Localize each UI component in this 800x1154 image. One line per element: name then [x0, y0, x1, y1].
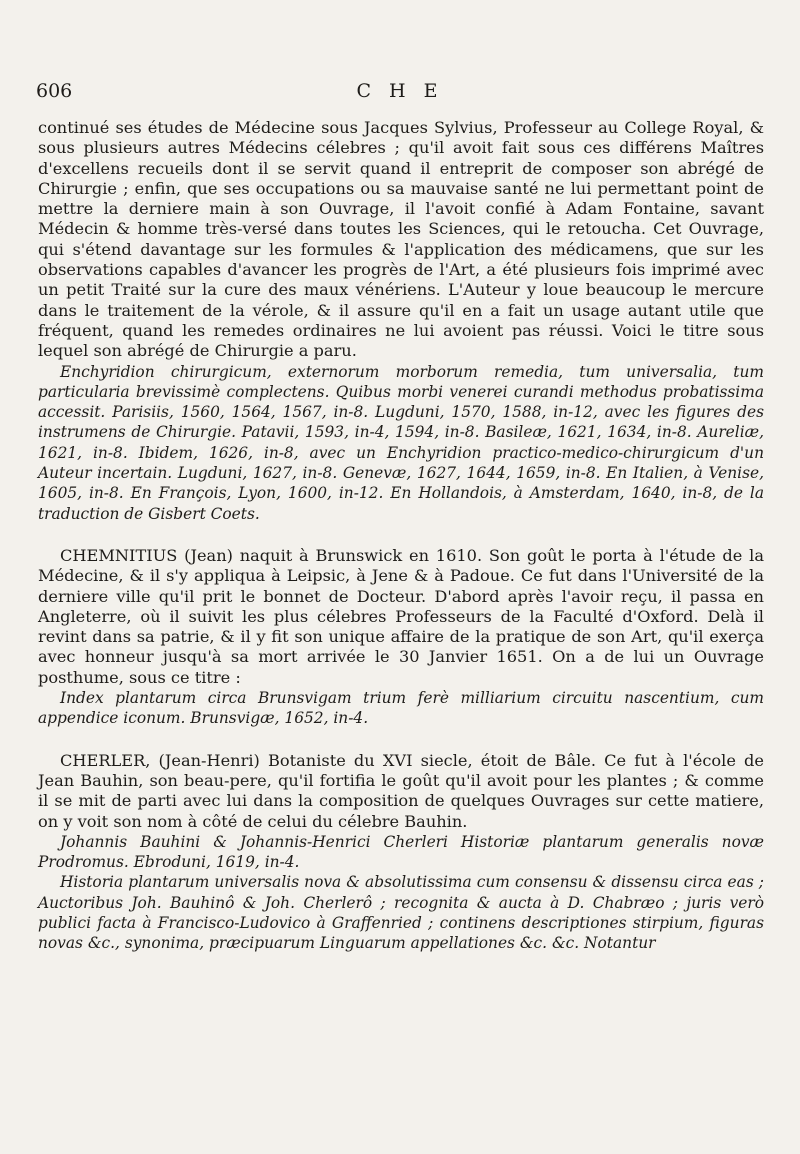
cherler-bibliography-prodromus: Johannis Bauhini & Johannis-Henrici Cherleri Historiæ plantarum generalis novæ Prodromus. Ebroduni, 1619, in-4.: [38, 832, 764, 872]
cherler-bibliography-historia: Historia plantarum universalis nova & absolutissima cum consensu & dissensu circa eas ; Auctoribus Joh. Bauhinô & Joh. Cherlerô ; recognita & aucta à D. Chabræo ; juris verò publici facta à Francisco-Ludovico à Graffenried ; continens descriptiones stirpium, figuras novas &c., synonima, præcipuarum Linguarum appellationes &c. &c. Notantur: [38, 873, 764, 953]
chemnitius-entry-text: CHEMNITIUS (Jean) naquit à Brunswick en 1610. Son goût le porta à l'étude de la Médecine, & il s'y appliqua à Leipsic, à Jene & à Padoue. Ce fut dans l'Université de la derniere ville qu'il prit le bonnet de Docteur. D'abord après l'avoir reçu, il passa en Angleterre, où il suivit les plus célebres Professeurs de la Faculté d'Oxford. Delà il revint dans sa patrie, & il y fit son unique affaire de la pratique de son Art, qu'il exerça avec honneur jusqu'à sa mort arrivée le 30 Janvier 1651. On a de lui un Ouvrage posthume, sous ce titre :: [38, 545, 764, 687]
running-head: C H E: [356, 80, 444, 102]
sylvius-entry-text: continué ses études de Médecine sous Jacques Sylvius, Professeur au College Royal, & sous plusieurs autres Médecins célebres ; qu'il avoit fait sous ces différens Maîtres d'excellens recueils dont il se servit quand il entreprit de composer son abrégé de Chirurgie ; enfin, que ses occupations ou sa mauvaise santé ne lui permettant point de mettre la derniere main à son Ouvrage, il l'avoit confié à Adam Fontaine, savant Médecin & homme très-versé dans toutes les Sciences, qui le retoucha. Cet Ouvrage, qui s'étend davantage sur les formules & l'application des médicamens, que sur les observations capables d'avancer les progrès de l'Art, a été plusieurs fois imprimé avec un petit Traité sur la cure des maux vénériens. L'Auteur y loue beaucoup le mercure dans le traitement de la vérole, & il assure qu'il en a fait un usage autant utile que fréquent, quand les remedes ordinaires ne lui avoient pas réussi. Voici le titre sous lequel son abrégé de Chirurgie a paru.: [38, 118, 764, 361]
cherler-entry-text: CHERLER, (Jean-Henri) Botaniste du XVI siecle, étoit de Bâle. Ce fut à l'école de Jean Bauhin, son beau-pere, qu'il fortifia le goût qu'il avoit pour les plantes ; & comme il se mit de parti avec lui dans la composition de quelques Ouvrages sur cette matiere, on y voit son nom à côté de celui du célebre Bauhin.: [38, 750, 764, 831]
page-text: [38, 118, 764, 954]
page-header: [36, 80, 764, 106]
page-number: 606: [36, 80, 73, 102]
enchyridion-bibliography: Enchyridion chirurgicum, externorum morborum remedia, tum universalia, tum particularia brevissimè complectens. Quibus morbi venerei curandi methodus probatissima accessit. Parisiis, 1560, 1564, 1567, in-8. Lugduni, 1570, 1588, in-12, avec les figures des instrumens de Chirurgie. Patavii, 1593, in-4, 1594, in-8. Basileæ, 1621, 1634, in-8. Aureliæ, 1621, in-8. Ibidem, 1626, in-8, avec un Enchyridion practico-medico-chirurgicum d'un Auteur incertain. Lugduni, 1627, in-8. Genevæ, 1627, 1644, 1659, in-8. En Italien, à Venise, 1605, in-8. En François, Lyon, 1600, in-12. En Hollandois, à Amsterdam, 1640, in-8, de la traduction de Gisbert Coets.: [38, 362, 764, 523]
chemnitius-bibliography: Index plantarum circa Brunsvigam trium ferè milliarium circuitu nascentium, cum appendice iconum. Brunsvigæ, 1652, in-4.: [38, 689, 764, 728]
